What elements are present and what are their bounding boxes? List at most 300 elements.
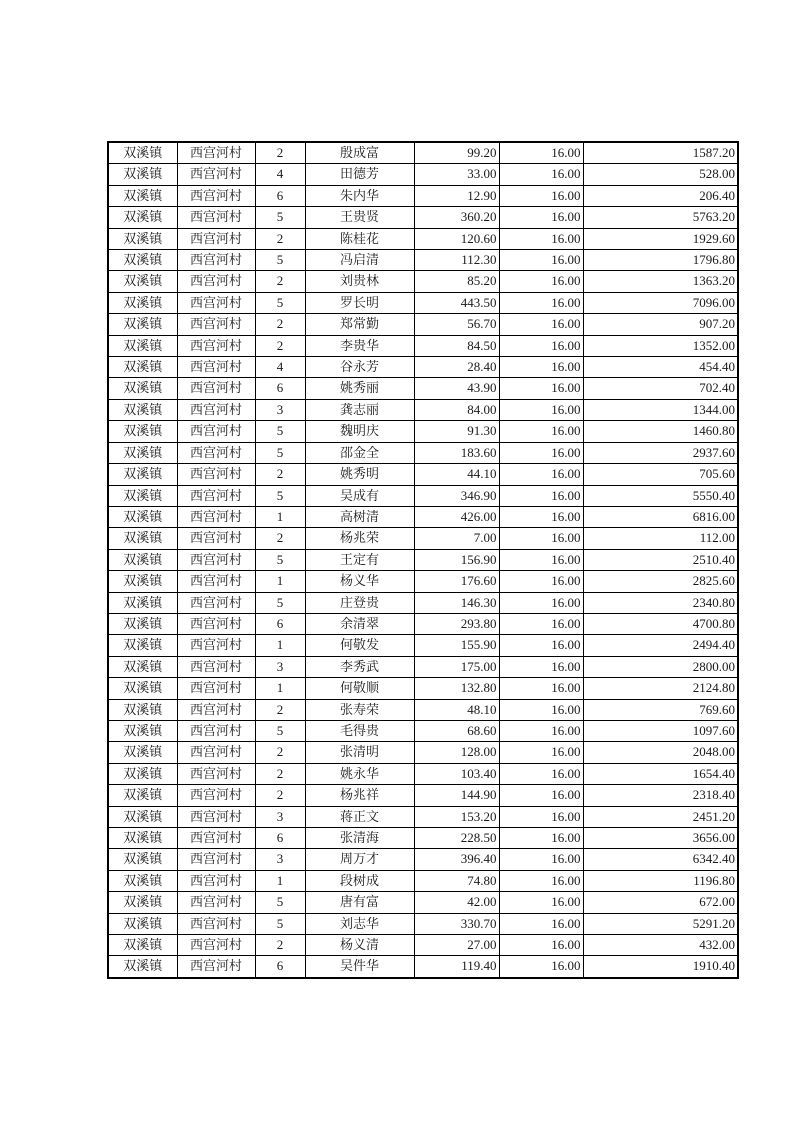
cell-unit-price: 16.00 [499, 785, 583, 806]
cell-town: 双溪镇 [108, 892, 177, 913]
cell-group: 2 [255, 699, 305, 720]
table-row [108, 528, 738, 549]
cell-quantity: 346.90 [414, 485, 499, 506]
cell-village: 西宫河村 [177, 314, 255, 335]
cell-name: 李秀武 [305, 656, 414, 677]
cell-village: 西宫河村 [177, 250, 255, 271]
cell-village: 西宫河村 [177, 506, 255, 527]
cell-quantity: 48.10 [414, 699, 499, 720]
cell-amount: 702.40 [583, 378, 738, 399]
cell-name: 王贵贤 [305, 207, 414, 228]
table-row [108, 720, 738, 741]
cell-town: 双溪镇 [108, 592, 177, 613]
cell-village: 西宫河村 [177, 806, 255, 827]
cell-unit-price: 16.00 [499, 678, 583, 699]
cell-unit-price: 16.00 [499, 742, 583, 763]
cell-name: 吴成有 [305, 485, 414, 506]
cell-amount: 2451.20 [583, 806, 738, 827]
cell-quantity: 360.20 [414, 207, 499, 228]
cell-quantity: 176.60 [414, 571, 499, 592]
cell-name: 庄登贵 [305, 592, 414, 613]
cell-quantity: 42.00 [414, 892, 499, 913]
cell-quantity: 293.80 [414, 613, 499, 634]
cell-unit-price: 16.00 [499, 892, 583, 913]
cell-name: 姚秀明 [305, 464, 414, 485]
cell-village: 西宫河村 [177, 892, 255, 913]
cell-group: 3 [255, 849, 305, 870]
cell-quantity: 7.00 [414, 528, 499, 549]
cell-unit-price: 16.00 [499, 464, 583, 485]
cell-village: 西宫河村 [177, 228, 255, 249]
cell-village: 西宫河村 [177, 185, 255, 206]
cell-village: 西宫河村 [177, 464, 255, 485]
cell-quantity: 27.00 [414, 935, 499, 956]
cell-group: 5 [255, 442, 305, 463]
cell-amount: 1363.20 [583, 271, 738, 292]
cell-group: 2 [255, 142, 305, 164]
cell-group: 1 [255, 870, 305, 891]
cell-quantity: 153.20 [414, 806, 499, 827]
table-row [108, 464, 738, 485]
table-row [108, 314, 738, 335]
cell-unit-price: 16.00 [499, 250, 583, 271]
cell-quantity: 12.90 [414, 185, 499, 206]
cell-amount: 907.20 [583, 314, 738, 335]
cell-town: 双溪镇 [108, 635, 177, 656]
cell-unit-price: 16.00 [499, 956, 583, 978]
cell-amount: 5291.20 [583, 913, 738, 934]
cell-unit-price: 16.00 [499, 870, 583, 891]
cell-group: 6 [255, 185, 305, 206]
cell-group: 5 [255, 485, 305, 506]
cell-unit-price: 16.00 [499, 763, 583, 784]
cell-town: 双溪镇 [108, 656, 177, 677]
cell-village: 西宫河村 [177, 785, 255, 806]
cell-unit-price: 16.00 [499, 421, 583, 442]
cell-town: 双溪镇 [108, 399, 177, 420]
cell-village: 西宫河村 [177, 849, 255, 870]
cell-name: 刘志华 [305, 913, 414, 934]
cell-unit-price: 16.00 [499, 913, 583, 934]
cell-group: 5 [255, 892, 305, 913]
cell-amount: 2937.60 [583, 442, 738, 463]
cell-amount: 1352.00 [583, 335, 738, 356]
cell-unit-price: 16.00 [499, 592, 583, 613]
cell-name: 邵金全 [305, 442, 414, 463]
cell-quantity: 228.50 [414, 828, 499, 849]
cell-unit-price: 16.00 [499, 656, 583, 677]
cell-group: 1 [255, 506, 305, 527]
cell-name: 吴件华 [305, 956, 414, 978]
cell-quantity: 132.80 [414, 678, 499, 699]
cell-town: 双溪镇 [108, 506, 177, 527]
cell-town: 双溪镇 [108, 785, 177, 806]
table-row [108, 828, 738, 849]
cell-amount: 2800.00 [583, 656, 738, 677]
cell-name: 陈桂花 [305, 228, 414, 249]
cell-amount: 2048.00 [583, 742, 738, 763]
cell-group: 1 [255, 571, 305, 592]
cell-amount: 705.60 [583, 464, 738, 485]
cell-village: 西宫河村 [177, 870, 255, 891]
table-row [108, 571, 738, 592]
cell-town: 双溪镇 [108, 207, 177, 228]
cell-quantity: 155.90 [414, 635, 499, 656]
cell-name: 唐有富 [305, 892, 414, 913]
cell-town: 双溪镇 [108, 528, 177, 549]
cell-group: 6 [255, 378, 305, 399]
cell-amount: 1097.60 [583, 720, 738, 741]
cell-village: 西宫河村 [177, 699, 255, 720]
cell-name: 王定有 [305, 549, 414, 570]
cell-unit-price: 16.00 [499, 849, 583, 870]
cell-unit-price: 16.00 [499, 314, 583, 335]
cell-amount: 1587.20 [583, 142, 738, 164]
cell-name: 张清明 [305, 742, 414, 763]
cell-village: 西宫河村 [177, 571, 255, 592]
cell-town: 双溪镇 [108, 335, 177, 356]
cell-town: 双溪镇 [108, 464, 177, 485]
cell-village: 西宫河村 [177, 935, 255, 956]
table-row [108, 592, 738, 613]
cell-town: 双溪镇 [108, 678, 177, 699]
cell-amount: 206.40 [583, 185, 738, 206]
cell-amount: 4700.80 [583, 613, 738, 634]
cell-group: 5 [255, 913, 305, 934]
cell-village: 西宫河村 [177, 442, 255, 463]
cell-name: 杨兆荣 [305, 528, 414, 549]
cell-group: 5 [255, 292, 305, 313]
table-row [108, 271, 738, 292]
cell-village: 西宫河村 [177, 913, 255, 934]
table-row [108, 678, 738, 699]
cell-village: 西宫河村 [177, 207, 255, 228]
table-row [108, 207, 738, 228]
cell-amount: 1344.00 [583, 399, 738, 420]
cell-group: 2 [255, 528, 305, 549]
cell-amount: 2825.60 [583, 571, 738, 592]
table-row [108, 613, 738, 634]
table-row [108, 142, 738, 164]
cell-unit-price: 16.00 [499, 506, 583, 527]
cell-quantity: 56.70 [414, 314, 499, 335]
cell-village: 西宫河村 [177, 292, 255, 313]
cell-quantity: 330.70 [414, 913, 499, 934]
table-row [108, 656, 738, 677]
cell-unit-price: 16.00 [499, 571, 583, 592]
cell-group: 4 [255, 357, 305, 378]
table-row [108, 635, 738, 656]
cell-name: 蒋正文 [305, 806, 414, 827]
cell-unit-price: 16.00 [499, 699, 583, 720]
cell-unit-price: 16.00 [499, 185, 583, 206]
table-row [108, 164, 738, 185]
cell-village: 西宫河村 [177, 271, 255, 292]
table-row [108, 956, 738, 978]
cell-amount: 6816.00 [583, 506, 738, 527]
cell-town: 双溪镇 [108, 742, 177, 763]
cell-town: 双溪镇 [108, 720, 177, 741]
cell-group: 2 [255, 464, 305, 485]
cell-name: 毛得贵 [305, 720, 414, 741]
cell-town: 双溪镇 [108, 271, 177, 292]
cell-group: 6 [255, 828, 305, 849]
cell-name: 殷成富 [305, 142, 414, 164]
cell-village: 西宫河村 [177, 142, 255, 164]
cell-quantity: 44.10 [414, 464, 499, 485]
cell-quantity: 28.40 [414, 357, 499, 378]
cell-group: 6 [255, 613, 305, 634]
cell-name: 龚志丽 [305, 399, 414, 420]
cell-unit-price: 16.00 [499, 935, 583, 956]
table-row [108, 742, 738, 763]
table-row [108, 935, 738, 956]
table-row [108, 806, 738, 827]
cell-name: 朱内华 [305, 185, 414, 206]
cell-quantity: 183.60 [414, 442, 499, 463]
cell-town: 双溪镇 [108, 956, 177, 978]
cell-quantity: 74.80 [414, 870, 499, 891]
cell-name: 刘贵林 [305, 271, 414, 292]
cell-village: 西宫河村 [177, 720, 255, 741]
cell-village: 西宫河村 [177, 485, 255, 506]
table-row [108, 763, 738, 784]
cell-group: 2 [255, 742, 305, 763]
cell-name: 杨义清 [305, 935, 414, 956]
cell-village: 西宫河村 [177, 357, 255, 378]
cell-quantity: 120.60 [414, 228, 499, 249]
cell-group: 4 [255, 164, 305, 185]
table-row [108, 250, 738, 271]
cell-amount: 5550.40 [583, 485, 738, 506]
cell-amount: 7096.00 [583, 292, 738, 313]
cell-unit-price: 16.00 [499, 399, 583, 420]
cell-name: 周万才 [305, 849, 414, 870]
cell-name: 何敬发 [305, 635, 414, 656]
cell-amount: 1929.60 [583, 228, 738, 249]
cell-quantity: 443.50 [414, 292, 499, 313]
cell-amount: 769.60 [583, 699, 738, 720]
table-row [108, 892, 738, 913]
cell-group: 2 [255, 785, 305, 806]
cell-quantity: 144.90 [414, 785, 499, 806]
cell-unit-price: 16.00 [499, 357, 583, 378]
table-row [108, 442, 738, 463]
cell-town: 双溪镇 [108, 870, 177, 891]
cell-name: 张寿荣 [305, 699, 414, 720]
cell-village: 西宫河村 [177, 828, 255, 849]
cell-amount: 1196.80 [583, 870, 738, 891]
cell-town: 双溪镇 [108, 913, 177, 934]
cell-village: 西宫河村 [177, 613, 255, 634]
cell-group: 5 [255, 592, 305, 613]
cell-village: 西宫河村 [177, 421, 255, 442]
cell-amount: 454.40 [583, 357, 738, 378]
cell-amount: 1654.40 [583, 763, 738, 784]
cell-village: 西宫河村 [177, 763, 255, 784]
cell-group: 2 [255, 314, 305, 335]
cell-group: 1 [255, 635, 305, 656]
cell-amount: 2318.40 [583, 785, 738, 806]
cell-group: 2 [255, 763, 305, 784]
cell-amount: 2494.40 [583, 635, 738, 656]
cell-group: 5 [255, 250, 305, 271]
table-row [108, 870, 738, 891]
cell-amount: 112.00 [583, 528, 738, 549]
cell-unit-price: 16.00 [499, 806, 583, 827]
cell-village: 西宫河村 [177, 164, 255, 185]
cell-name: 余清翠 [305, 613, 414, 634]
cell-unit-price: 16.00 [499, 720, 583, 741]
cell-quantity: 84.50 [414, 335, 499, 356]
cell-village: 西宫河村 [177, 378, 255, 399]
cell-unit-price: 16.00 [499, 485, 583, 506]
cell-name: 段树成 [305, 870, 414, 891]
payments-table-body [108, 142, 738, 978]
table-row [108, 785, 738, 806]
table-row [108, 699, 738, 720]
cell-group: 3 [255, 806, 305, 827]
cell-unit-price: 16.00 [499, 635, 583, 656]
cell-town: 双溪镇 [108, 485, 177, 506]
cell-unit-price: 16.00 [499, 378, 583, 399]
cell-town: 双溪镇 [108, 763, 177, 784]
cell-quantity: 68.60 [414, 720, 499, 741]
cell-amount: 2340.80 [583, 592, 738, 613]
cell-town: 双溪镇 [108, 292, 177, 313]
cell-amount: 672.00 [583, 892, 738, 913]
cell-quantity: 33.00 [414, 164, 499, 185]
cell-unit-price: 16.00 [499, 613, 583, 634]
cell-town: 双溪镇 [108, 442, 177, 463]
cell-amount: 3656.00 [583, 828, 738, 849]
cell-name: 李贵华 [305, 335, 414, 356]
cell-town: 双溪镇 [108, 378, 177, 399]
cell-town: 双溪镇 [108, 164, 177, 185]
cell-unit-price: 16.00 [499, 549, 583, 570]
cell-unit-price: 16.00 [499, 528, 583, 549]
table-row [108, 357, 738, 378]
cell-unit-price: 16.00 [499, 335, 583, 356]
cell-village: 西宫河村 [177, 956, 255, 978]
cell-unit-price: 16.00 [499, 828, 583, 849]
cell-quantity: 426.00 [414, 506, 499, 527]
cell-unit-price: 16.00 [499, 228, 583, 249]
cell-name: 高树清 [305, 506, 414, 527]
cell-amount: 5763.20 [583, 207, 738, 228]
cell-village: 西宫河村 [177, 635, 255, 656]
cell-unit-price: 16.00 [499, 207, 583, 228]
cell-amount: 1796.80 [583, 250, 738, 271]
cell-name: 姚永华 [305, 763, 414, 784]
table-row [108, 399, 738, 420]
cell-town: 双溪镇 [108, 228, 177, 249]
cell-village: 西宫河村 [177, 335, 255, 356]
cell-quantity: 146.30 [414, 592, 499, 613]
cell-name: 罗长明 [305, 292, 414, 313]
cell-town: 双溪镇 [108, 142, 177, 164]
table-row [108, 185, 738, 206]
cell-quantity: 85.20 [414, 271, 499, 292]
cell-village: 西宫河村 [177, 742, 255, 763]
cell-amount: 1460.80 [583, 421, 738, 442]
cell-quantity: 91.30 [414, 421, 499, 442]
cell-group: 2 [255, 935, 305, 956]
table-row [108, 421, 738, 442]
table-row [108, 292, 738, 313]
cell-village: 西宫河村 [177, 678, 255, 699]
table-row [108, 549, 738, 570]
cell-amount: 528.00 [583, 164, 738, 185]
cell-town: 双溪镇 [108, 571, 177, 592]
cell-town: 双溪镇 [108, 699, 177, 720]
cell-name: 何敬顺 [305, 678, 414, 699]
cell-town: 双溪镇 [108, 935, 177, 956]
cell-town: 双溪镇 [108, 806, 177, 827]
cell-name: 谷永芳 [305, 357, 414, 378]
cell-group: 3 [255, 399, 305, 420]
cell-name: 冯启清 [305, 250, 414, 271]
cell-quantity: 84.00 [414, 399, 499, 420]
table-row [108, 849, 738, 870]
cell-village: 西宫河村 [177, 399, 255, 420]
cell-name: 杨兆祥 [305, 785, 414, 806]
payments-table [107, 141, 739, 979]
cell-group: 2 [255, 335, 305, 356]
cell-group: 6 [255, 956, 305, 978]
cell-name: 魏明庆 [305, 421, 414, 442]
cell-quantity: 99.20 [414, 142, 499, 164]
table-row [108, 378, 738, 399]
cell-quantity: 112.30 [414, 250, 499, 271]
cell-town: 双溪镇 [108, 828, 177, 849]
cell-unit-price: 16.00 [499, 442, 583, 463]
cell-amount: 432.00 [583, 935, 738, 956]
cell-quantity: 43.90 [414, 378, 499, 399]
cell-group: 5 [255, 720, 305, 741]
cell-amount: 2124.80 [583, 678, 738, 699]
cell-group: 3 [255, 656, 305, 677]
cell-group: 2 [255, 228, 305, 249]
cell-amount: 2510.40 [583, 549, 738, 570]
cell-village: 西宫河村 [177, 528, 255, 549]
cell-unit-price: 16.00 [499, 142, 583, 164]
cell-name: 张清海 [305, 828, 414, 849]
cell-amount: 1910.40 [583, 956, 738, 978]
cell-name: 姚秀丽 [305, 378, 414, 399]
cell-town: 双溪镇 [108, 250, 177, 271]
table-row [108, 506, 738, 527]
cell-village: 西宫河村 [177, 592, 255, 613]
cell-amount: 6342.40 [583, 849, 738, 870]
cell-name: 郑常勤 [305, 314, 414, 335]
table-row [108, 335, 738, 356]
cell-unit-price: 16.00 [499, 271, 583, 292]
cell-town: 双溪镇 [108, 421, 177, 442]
cell-town: 双溪镇 [108, 549, 177, 570]
cell-unit-price: 16.00 [499, 292, 583, 313]
cell-group: 5 [255, 421, 305, 442]
table-row [108, 485, 738, 506]
table-row [108, 913, 738, 934]
cell-village: 西宫河村 [177, 656, 255, 677]
cell-quantity: 156.90 [414, 549, 499, 570]
cell-quantity: 175.00 [414, 656, 499, 677]
cell-name: 田德芳 [305, 164, 414, 185]
cell-unit-price: 16.00 [499, 164, 583, 185]
cell-group: 5 [255, 207, 305, 228]
cell-village: 西宫河村 [177, 549, 255, 570]
